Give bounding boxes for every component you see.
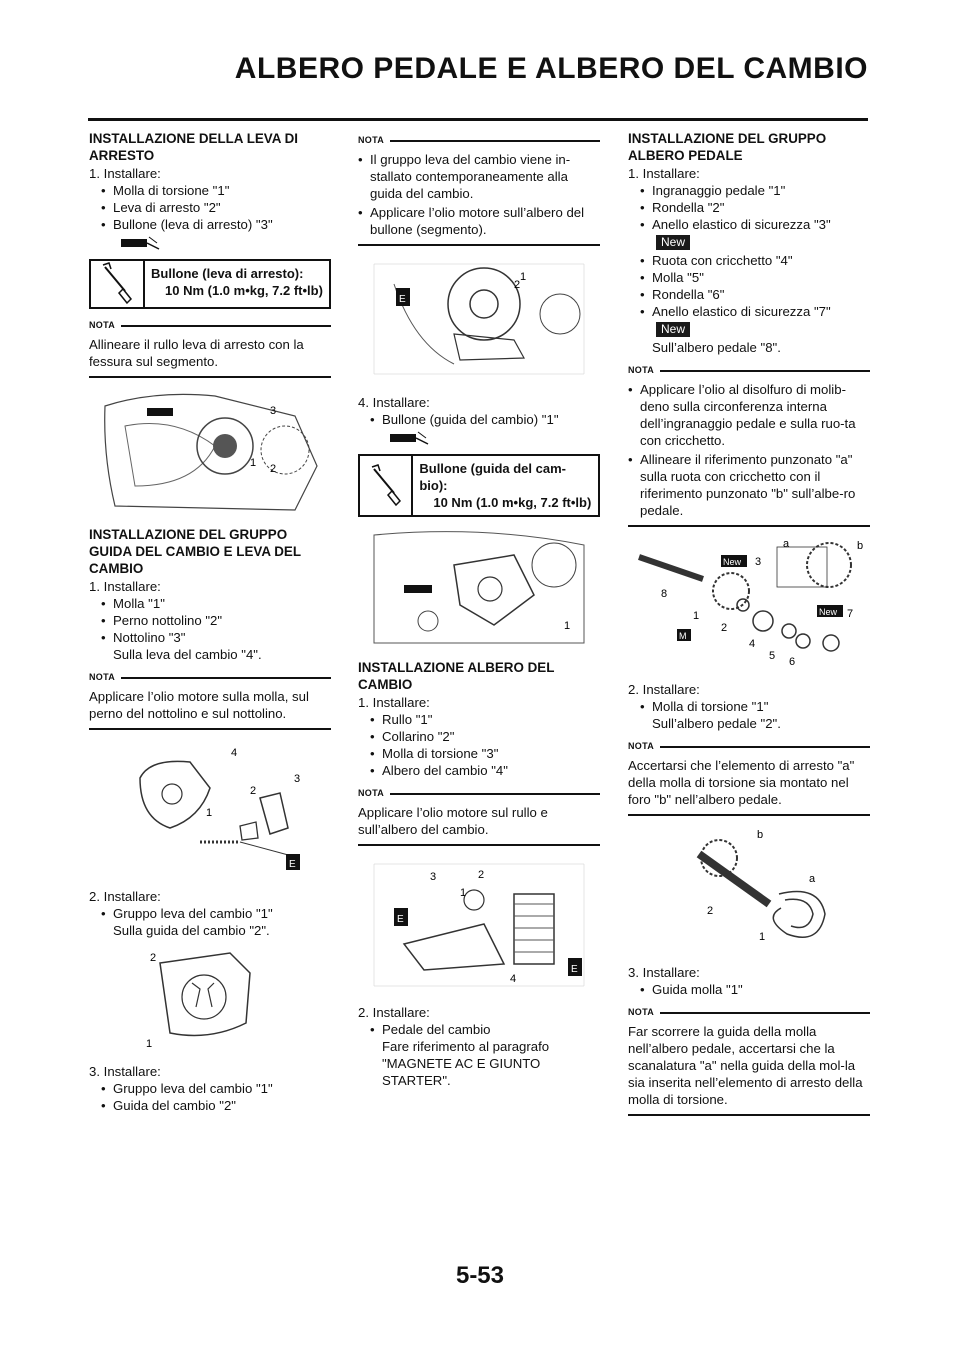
list-item: • Nottolino "3"	[89, 629, 331, 646]
wrench-icon	[91, 261, 145, 307]
step: 3. Installare:	[628, 965, 700, 980]
torque-wrench-icon	[119, 235, 161, 251]
callout-label: a	[809, 873, 816, 885]
step: 1. Installare:	[628, 166, 700, 181]
torque-spec-box	[89, 259, 331, 309]
section-title: INSTALLAZIONE ALBERO DEL CAMBIO	[358, 660, 555, 692]
list-item: • Collarino "2"	[358, 728, 600, 745]
list-item: • Anello elastico di sicurezza "3"	[628, 216, 870, 233]
step: 2. Installare:	[358, 1005, 430, 1020]
note-text: Far scorrere la guida della molla nell’albero pedale, accertarsi che la scanalatura "a" nella guida della mol-la sia inserita nell’elemento di arresto della molla di torsione.	[628, 1024, 863, 1107]
step: 2. Installare:	[89, 889, 161, 904]
list-item: • Gruppo leva del cambio "1"	[89, 905, 331, 922]
callout-label: 2	[478, 869, 485, 881]
list-item: • Pedale del cambio	[358, 1021, 600, 1038]
section-title: INSTALLAZIONE DEL GRUPPO ALBERO PEDALE	[628, 131, 827, 163]
list-item-continuation: Fare riferimento al paragrafo "MAGNETE AC E GIUNTO STARTER".	[382, 1039, 550, 1088]
list-item: • Bullone (guida del cambio) "1"	[358, 411, 600, 428]
note-text: Accertarsi che l’elemento di arresto "a" della molla di torsione sia montato nel foro "b" nell’albero pedale.	[628, 758, 855, 807]
list-item: • Perno nottolino "2"	[89, 612, 331, 629]
list-item: • Gruppo leva del cambio "1"	[89, 1080, 331, 1097]
section-title: INSTALLAZIONE DELLA LEVA DI ARRESTO	[89, 131, 299, 163]
note-label: NOTA	[628, 741, 655, 751]
list-item-continuation: Sull’albero pedale "8".	[652, 340, 781, 355]
list-item: • Anello elastico di sicurezza "7"	[628, 303, 870, 320]
note-label: NOTA	[628, 365, 655, 375]
new-part-badge: New	[656, 322, 690, 337]
callout-label: 1	[206, 807, 213, 819]
callout-label: b	[757, 829, 764, 841]
step: 3. Installare:	[89, 1064, 161, 1079]
note-label: NOTA	[89, 320, 116, 330]
note-item: • Allineare il riferimento punzonato "a" sulla ruota con cricchetto con il riferimento punzonato "b" sull’albe-ro pedale.	[628, 451, 870, 519]
note-box	[358, 785, 600, 846]
list-item: • Albero del cambio "4"	[358, 762, 600, 779]
note-text: Allineare il rullo leva di arresto con la fessura sul segmento.	[89, 337, 304, 369]
callout-label: 8	[661, 588, 668, 600]
callout-label: 3	[270, 405, 277, 417]
figure-torsion-spring	[659, 824, 839, 954]
column-1	[89, 130, 331, 1114]
callout-label: 1	[759, 931, 766, 943]
list-item: • Molla "5"	[628, 269, 870, 286]
callout-label: 2	[250, 785, 257, 797]
figure-segment-bolt	[364, 254, 594, 384]
torque-wrench-icon	[388, 430, 430, 446]
section-title: INSTALLAZIONE DEL GRUPPO GUIDA DEL CAMBIO E LEVA DEL CAMBIO	[89, 527, 301, 576]
callout-label: 4	[510, 973, 517, 985]
list-item-continuation: Sull’albero pedale "2".	[652, 716, 781, 731]
page-number: 5-53	[455, 1262, 505, 1289]
note-box	[628, 1004, 870, 1116]
step: 4. Installare:	[358, 395, 430, 410]
column-3	[628, 130, 870, 1124]
note-label: NOTA	[358, 788, 385, 798]
callout-label: 3	[430, 871, 437, 883]
note-box	[358, 132, 600, 246]
note-box	[89, 317, 331, 378]
title-rule	[88, 118, 868, 121]
callout-label: 2	[150, 952, 157, 964]
callout-label: a	[783, 538, 790, 550]
column-2	[358, 130, 600, 1089]
spec-value: 10 Nm (1.0 m•kg, 7.2 ft•lb)	[433, 495, 592, 510]
oil-symbol-label: E	[397, 914, 404, 925]
note-item: • Applicare l’olio al disolfuro di molib-deno sulla circonferenza interna dell’ingranaggio pedale e sulla ruo-ta con cricchetto.	[628, 381, 870, 449]
callout-label: 1	[564, 620, 571, 632]
oil-symbol-label: E	[571, 964, 578, 975]
note-text: Applicare l’olio motore sul rullo e sull’albero del cambio.	[358, 805, 548, 837]
callout-label: 1	[146, 1038, 153, 1050]
new-part-badge: New	[723, 557, 742, 567]
callout-label: 5	[769, 650, 776, 662]
list-item: • Guida del cambio "2"	[89, 1097, 331, 1114]
wrench-icon	[360, 456, 413, 515]
oil-symbol-label: E	[289, 859, 296, 870]
list-item: • Rondella "2"	[628, 199, 870, 216]
oil-symbol-label: E	[399, 294, 406, 305]
note-label: NOTA	[358, 135, 385, 145]
list-item: • Ruota con cricchetto "4"	[628, 252, 870, 269]
step: 2. Installare:	[628, 682, 700, 697]
step: 1. Installare:	[358, 695, 430, 710]
list-item: • Leva di arresto "2"	[89, 199, 331, 216]
list-item: • Bullone (leva di arresto) "3"	[89, 216, 331, 233]
callout-label: 2	[721, 622, 728, 634]
list-item: • Molla di torsione "1"	[628, 698, 870, 715]
figure-shift-guide	[140, 943, 280, 1053]
callout-label: 6	[789, 656, 796, 668]
spec-name: Bullone (guida del cam-bio):	[419, 461, 566, 493]
figure-shift-shaft	[364, 854, 594, 994]
spec-name: Bullone (leva di arresto):	[151, 266, 304, 281]
list-item: • Rondella "6"	[628, 286, 870, 303]
callout-label: 3	[755, 556, 762, 568]
figure-detent-lever	[95, 386, 325, 516]
spec-value: 10 Nm (1.0 m•kg, 7.2 ft•lb)	[165, 283, 323, 298]
note-item: • Applicare l’olio motore sull’albero del bullone (segmento).	[358, 204, 600, 238]
callout-label: 4	[749, 638, 756, 650]
note-item: • Il gruppo leva del cambio viene in-stallato contemporaneamente alla guida del cambio.	[358, 151, 600, 202]
figure-shift-guide-bolt	[364, 525, 594, 649]
callout-label: 7	[847, 608, 854, 620]
callout-label: 3	[294, 773, 301, 785]
list-item: • Guida molla "1"	[628, 981, 870, 998]
callout-label: 1	[460, 887, 467, 899]
note-label: NOTA	[89, 672, 116, 682]
callout-label: 2	[707, 905, 714, 917]
figure-kick-shaft-exploded	[633, 535, 865, 671]
list-item-continuation: Sulla leva del cambio "4".	[113, 647, 262, 662]
callout-label: 1	[520, 271, 527, 283]
callout-label: 4	[231, 747, 238, 759]
note-box	[628, 738, 870, 816]
step: 1. Installare:	[89, 166, 161, 181]
list-item: • Molla "1"	[89, 595, 331, 612]
list-item: • Ingranaggio pedale "1"	[628, 182, 870, 199]
list-item: • Rullo "1"	[358, 711, 600, 728]
callout-label: 2	[514, 279, 521, 291]
callout-label: b	[857, 540, 864, 552]
callout-label: 2	[270, 463, 277, 475]
list-item-continuation: Sulla guida del cambio "2".	[113, 923, 270, 938]
new-part-badge: New	[819, 607, 838, 617]
callout-label: 1	[250, 457, 257, 469]
torque-spec-box	[358, 454, 600, 517]
list-item: • Molla di torsione "3"	[358, 745, 600, 762]
page-title: ALBERO PEDALE E ALBERO DEL CAMBIO	[234, 52, 868, 85]
figure-shift-lever-pawl	[110, 738, 310, 878]
note-text: Applicare l’olio motore sulla molla, sul perno del nottolino e sul nottolino.	[89, 689, 309, 721]
moly-oil-symbol: M	[679, 631, 687, 641]
note-box	[89, 669, 331, 730]
new-part-badge: New	[656, 235, 690, 250]
note-label: NOTA	[628, 1007, 655, 1017]
list-item: • Molla di torsione "1"	[89, 182, 331, 199]
note-box	[628, 362, 870, 527]
step: 1. Installare:	[89, 579, 161, 594]
callout-label: 1	[693, 610, 700, 622]
